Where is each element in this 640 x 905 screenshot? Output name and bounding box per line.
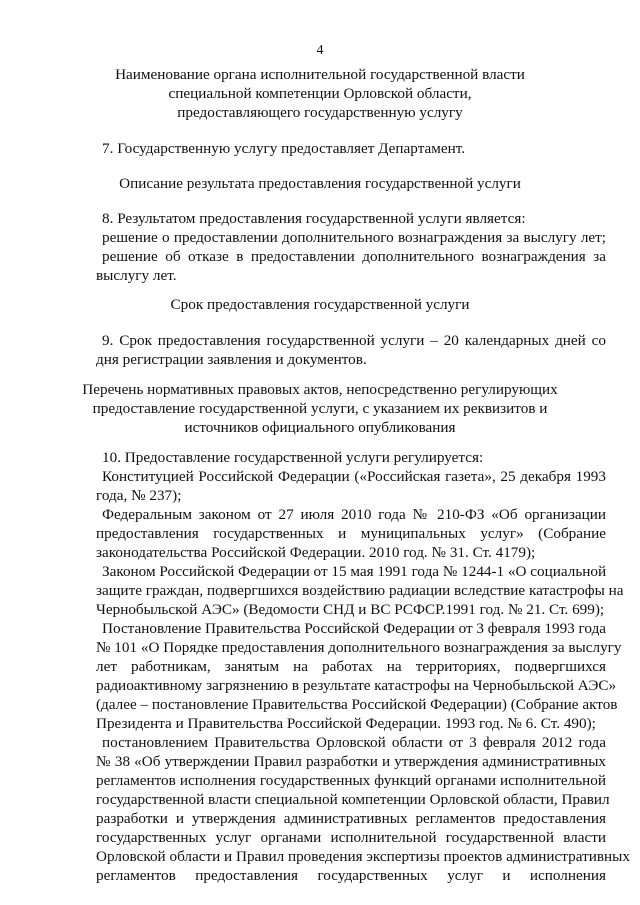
- paragraph-10-line: защите граждан, подвергшихся воздействию радиации вследствие катастрофы на: [96, 582, 624, 599]
- paragraph-8-line: решение о предоставлении дополнительного вознаграждения за выслугу лет;: [102, 229, 606, 246]
- paragraph-10-line: радиоактивному загрязнению в результате катастрофы на Чернобыльской АЭС»: [96, 677, 617, 694]
- paragraph-8-line: выслугу лет.: [96, 267, 177, 284]
- paragraph-10-line: регламентов исполнения государственных функций органами исполнительной: [96, 772, 606, 789]
- heading-acts-line: предоставление государственной услуги, с указанием их реквизитов и: [92, 400, 548, 417]
- paragraph-8-line: 8. Результатом предоставления государственной услуги является:: [102, 210, 526, 227]
- paragraph-10-line: государственной власти специальной компетенции Орловской области, Правил: [96, 791, 610, 808]
- paragraph-10-line: постановлением Правительства Орловской области от 3 февраля 2012 года: [102, 734, 606, 751]
- paragraph-10-line: Конституцией Российской Федерации («Российская газета», 25 декабря 1993: [102, 468, 606, 485]
- paragraph-10-line: Президента и Правительства Российской Федерации. 1993 год. № 6. Ст. 490);: [96, 715, 596, 732]
- heading-acts-line: Перечень нормативных правовых актов, непосредственно регулирующих: [82, 381, 558, 398]
- heading-authority-line: специальной компетенции Орловской области,: [168, 85, 472, 102]
- heading-acts-line: источников официального опубликования: [184, 419, 456, 436]
- paragraph-9-line: дня регистрации заявления и документов.: [96, 351, 367, 368]
- paragraph-10-line: № 101 «О Порядке предоставления дополнительного вознаграждения за выслугу: [96, 639, 622, 656]
- paragraph-10-line: Орловской области и Правил проведения экспертизы проектов административных: [96, 848, 630, 865]
- paragraph-10-line: государственных услуг органами исполнительной государственной власти: [96, 829, 606, 846]
- paragraph-10-line: года, № 237);: [96, 487, 182, 504]
- page-number: 4: [316, 43, 324, 58]
- paragraph-10-line: Постановление Правительства Российской Федерации от 3 февраля 1993 года: [102, 620, 607, 637]
- paragraph-10-line: 10. Предоставление государственной услуги регулируется:: [102, 449, 484, 466]
- paragraph-7: 7. Государственную услугу предоставляет Департамент.: [102, 140, 466, 157]
- heading-authority-line: Наименование органа исполнительной государственной власти: [115, 66, 525, 83]
- paragraph-10-line: законодательства Российской Федерации. 2010 год. № 31. Ст. 4179);: [96, 544, 536, 561]
- paragraph-8-line: решение об отказе в предоставлении дополнительного вознаграждения за: [102, 248, 606, 265]
- paragraph-10-line: Чернобыльской АЭС» (Ведомости СНД и ВС РСФСР.1991 год. № 21. Ст. 699);: [96, 601, 605, 618]
- paragraph-10-line: Федеральным законом от 27 июля 2010 года № 210-ФЗ «Об организации: [102, 506, 606, 523]
- paragraph-9-line: 9. Срок предоставления государственной услуги – 20 календарных дней со: [102, 332, 606, 349]
- paragraph-10-line: (далее – постановление Правительства Российской Федерации) (Собрание актов: [96, 696, 618, 713]
- paragraph-10-line: Законом Российской Федерации от 15 мая 1991 года № 1244-1 «О социальной: [102, 563, 607, 580]
- paragraph-10-line: предоставления государственных и муниципальных услуг» (Собрание: [96, 525, 606, 542]
- paragraph-10-line: лет работникам, занятым на работах на территориях, подвергшихся: [96, 658, 606, 675]
- heading-result: Описание результата предоставления государственной услуги: [119, 175, 521, 192]
- paragraph-10-line: разработки и утверждения административных регламентов предоставления: [96, 810, 606, 827]
- paragraph-10-line: регламентов предоставления государственных услуг и исполнения: [96, 867, 606, 884]
- paragraph-10-line: № 38 «Об утверждении Правил разработки и утверждения административных: [96, 753, 606, 770]
- heading-authority-line: предоставляющего государственную услугу: [177, 104, 463, 121]
- heading-term: Срок предоставления государственной услуги: [170, 296, 470, 313]
